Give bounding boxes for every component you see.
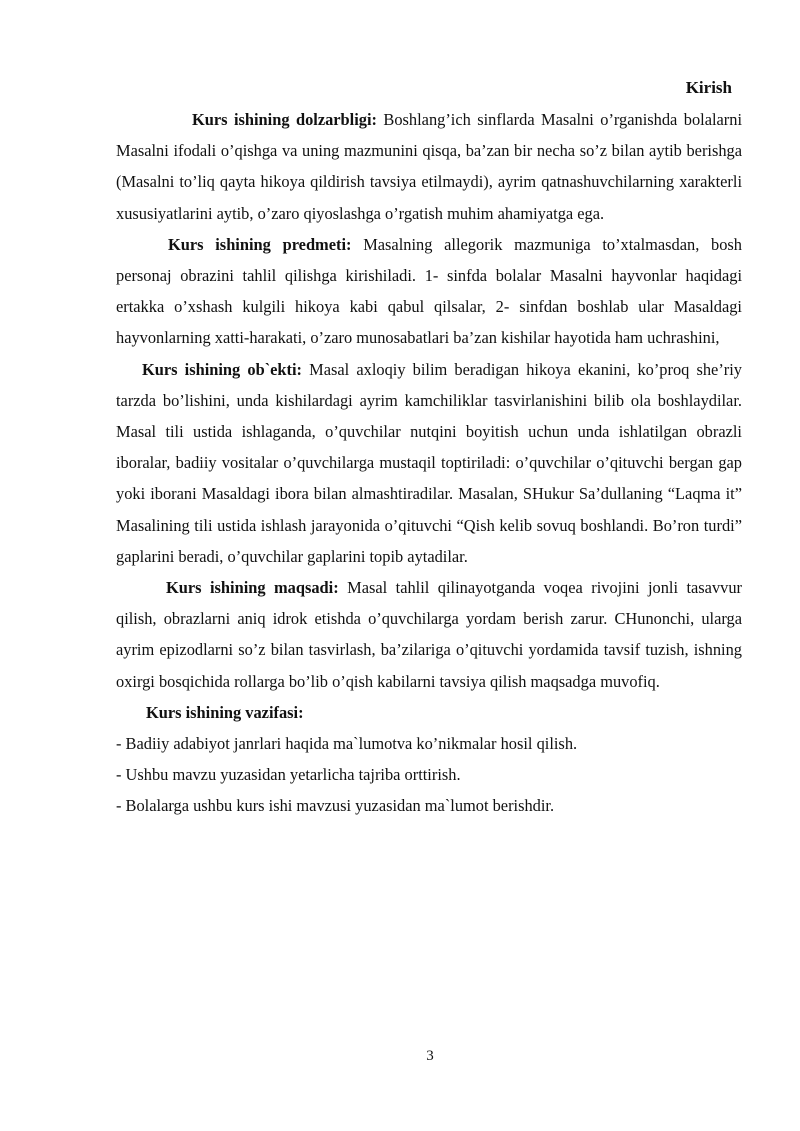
tasks-label: Kurs ishining vazifasi: [146,702,304,722]
page-title: Kirish [685,78,732,97]
task-item: - Badiiy adabiyot janrlari haqida ma`lumotva ko’nikmalar hosil qilish. [116,734,578,754]
relevance-label: Kurs ishining dolzarbligi: [192,110,377,129]
page-number: 3 [426,1048,434,1064]
object-text: Masal axloqiy bilim beradigan hikoya ekanini, ko’proq she’riy tarzda bo’lishini, unda kishilardagi ayrim kamchiliklar tasvirlanishini bilib ola boshlaydilar. Masal tili ustida ishlaganda, o’quvchilar nutqini boyitish uchun unda ishlatilgan obrazli iboralar, badiiy vositalar o’quvchilarga mustaqil toptiriladi: o’quvchilar o’qituvchi bergan gap yoki iborani Masaldagi ibora bilan almashtiradilar. Masalan, SHukur Sa’dullaning “Laqma it” Masalining tili ustida ishlash jarayonida o’qituvchi “Qish kelib sovuq boshlandi. Bo’ron turdi” gaplarini beradi, o’quvchilar gaplarini topib aytadilar. [116,359,742,566]
tasks-heading [116,697,742,728]
document-body [116,104,742,822]
relevance-paragraph [116,104,742,229]
task-item: - Ushbu mavzu yuzasidan yetarlicha tajriba orttirish. [116,765,461,785]
subject-text: Masalning allegorik mazmuniga to’xtalmasdan, bosh personaj obrazini tahlil qilishga kirishiladi. 1- sinfda bolalar Masalni hayvonlar haqidagi ertakka o’xshash kulgili hikoya kabi qabul qilsalar, 2- sinfdan boshlab ular Masaldagi hayvonlarning xatti-harakati, o’zaro munosabatlari ba’zan kishilar hayotida ham uchrashini, [116,234,742,348]
object-label: Kurs ishining ob`ekti: [142,359,303,379]
object-paragraph [116,354,742,572]
goal-text: Masal tahlil qilinayotganda voqea rivojini jonli tasavvur qilish, obrazlarni aniq idrok etishda o’quvchilarga yordam berish zarur. CHunonchi, ularga ayrim epizodlarni so’z bilan tasvirlash, ba’zilariga o’qituvchi yordamida tavsif tuzish, ishning oxirgi bosqichida rollarga bo’lib o’qish kabilarni tavsiya qilish maqsadga muvofiq. [116,578,742,691]
relevance-text: Boshlang’ich sinflarda Masalni o’rganishda bolalarni Masalni ifodali o’qishga va uning mazmunini qisqa, ba’zan bir necha so’z bilan aytib berishga (Masalni to’liq qayta hikoya qildirish tavsiya etilmaydi), ayrim qatnashuvchilarning xarakterli xususiyatlarini aytib, o’zaro qiyoslashga o’rgatish muhim ahamiyatga ega. [116,110,743,223]
task-item: - Bolalarga ushbu kurs ishi mavzusi yuzasidan ma`lumot berishdir. [116,796,555,816]
subject-label: Kurs ishining predmeti: [168,234,352,254]
goal-paragraph [116,572,742,697]
goal-label: Kurs ishining maqsadi: [166,578,339,598]
subject-paragraph [116,229,742,354]
